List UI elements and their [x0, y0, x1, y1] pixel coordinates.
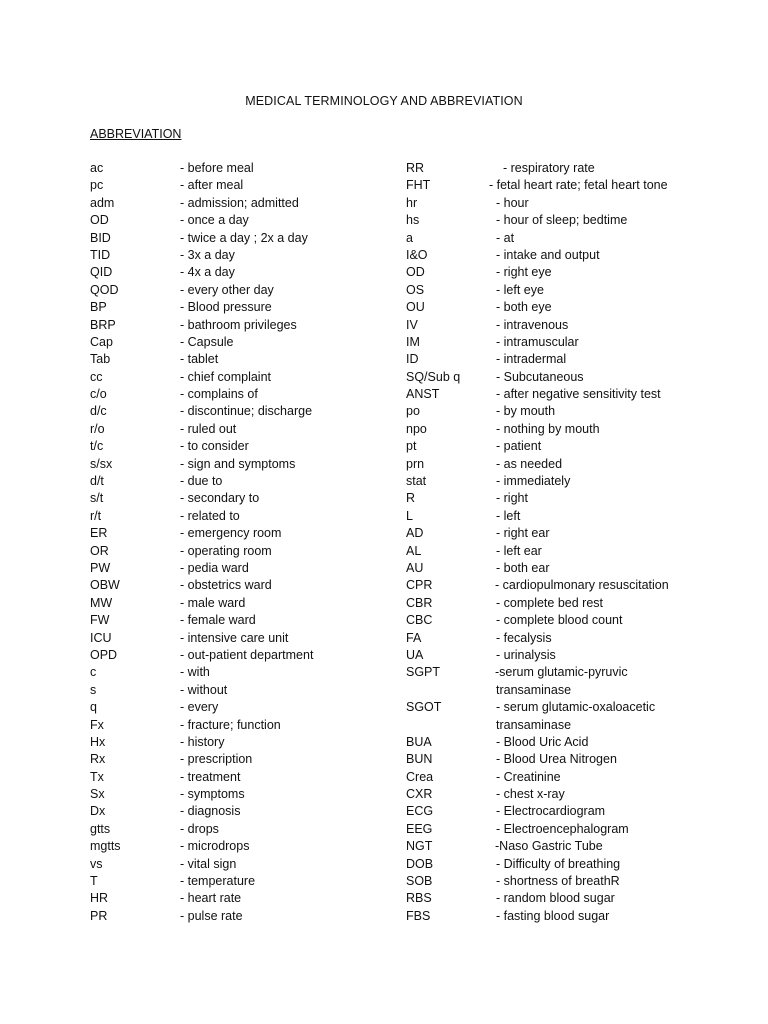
abbreviation-row [90, 734, 390, 751]
abbreviation-row [406, 821, 746, 838]
abbreviation-definition: - due to [180, 474, 223, 489]
abbreviation-term: RBS [406, 891, 432, 906]
abbreviation-term: IM [406, 334, 420, 349]
abbreviation-term: Tab [90, 352, 111, 367]
abbreviation-definition: - female ward [180, 613, 256, 628]
abbreviation-row [406, 473, 746, 490]
abbreviation-row [90, 630, 390, 647]
abbreviation-term: PR [90, 908, 108, 923]
abbreviation-term: Cap [90, 334, 113, 349]
abbreviation-term: vs [90, 856, 103, 871]
abbreviation-row [406, 595, 746, 612]
abbreviation-definition: - temperature [180, 874, 256, 889]
abbreviation-definition: - right eye [496, 265, 552, 280]
abbreviation-term: Tx [90, 769, 104, 784]
abbreviation-row [90, 299, 390, 316]
abbreviation-definition: - by mouth [496, 404, 556, 419]
abbreviation-row [406, 195, 746, 212]
abbreviation-row [90, 421, 390, 438]
abbreviation-definition: - obstetrics ward [180, 578, 272, 593]
abbreviation-row [406, 212, 746, 229]
abbreviation-row [406, 264, 746, 281]
abbreviation-definition: - nothing by mouth [496, 421, 600, 436]
abbreviation-term: OBW [90, 578, 120, 593]
abbreviation-term: BUA [406, 734, 432, 749]
abbreviation-term: FW [90, 613, 110, 628]
abbreviation-definition: - Blood Urea Nitrogen [496, 752, 617, 767]
abbreviation-term: d/t [90, 474, 104, 489]
abbreviation-row [406, 751, 746, 768]
abbreviation-row [90, 786, 390, 803]
abbreviation-term: Crea [406, 769, 434, 784]
abbreviation-row [90, 577, 390, 594]
abbreviation-definition: - emergency room [180, 526, 282, 541]
abbreviation-definition: - shortness of breathR [496, 874, 620, 889]
abbreviation-row [90, 821, 390, 838]
abbreviation-definition: - intensive care unit [180, 630, 289, 645]
abbreviation-definition: - chief complaint [180, 369, 272, 384]
abbreviation-row [406, 699, 746, 734]
abbreviation-row [406, 856, 746, 873]
abbreviation-definition: - related to [180, 508, 240, 523]
abbreviation-definition: - pedia ward [180, 560, 249, 575]
abbreviation-row [406, 403, 746, 420]
abbreviation-row [90, 264, 390, 281]
abbreviation-definition: - right [496, 491, 528, 506]
abbreviation-term: QOD [90, 282, 119, 297]
abbreviation-definition: - pulse rate [180, 908, 243, 923]
abbreviation-definition-continued: transaminase [496, 717, 572, 732]
abbreviation-row [90, 856, 390, 873]
abbreviation-row [406, 247, 746, 264]
abbreviation-row [406, 612, 746, 629]
abbreviation-row [406, 386, 746, 403]
abbreviation-term: Sx [90, 787, 105, 802]
abbreviation-definition: - ruled out [180, 421, 237, 436]
abbreviation-term: Hx [90, 734, 106, 749]
abbreviation-row [406, 490, 746, 507]
abbreviation-term: Rx [90, 752, 106, 767]
abbreviation-term: QID [90, 265, 113, 280]
abbreviation-definition: - bathroom privileges [180, 317, 297, 332]
abbreviation-term: OD [90, 213, 109, 228]
abbreviation-definition: - intravenous [496, 317, 569, 332]
abbreviation-term: TID [90, 247, 111, 262]
abbreviation-row [90, 890, 390, 907]
abbreviation-term: AU [406, 560, 424, 575]
abbreviation-row [90, 403, 390, 420]
abbreviation-term: s/t [90, 491, 104, 506]
abbreviation-row [90, 769, 390, 786]
abbreviation-row [90, 230, 390, 247]
abbreviation-definition: - fasting blood sugar [496, 908, 610, 923]
abbreviation-term: BRP [90, 317, 116, 332]
abbreviation-row [90, 195, 390, 212]
abbreviation-definition: - operating room [180, 543, 272, 558]
abbreviation-row [406, 334, 746, 351]
abbreviation-definition: - prescription [180, 752, 253, 767]
abbreviation-definition: - hour of sleep; bedtime [496, 213, 628, 228]
abbreviation-row [90, 908, 390, 925]
abbreviation-definition: - urinalysis [496, 647, 556, 662]
abbreviation-row [406, 317, 746, 334]
abbreviation-row [90, 386, 390, 403]
abbreviation-term: AD [406, 526, 424, 541]
abbreviation-term: s/sx [90, 456, 113, 471]
right-abbreviation-column [406, 160, 746, 925]
abbreviation-row [406, 803, 746, 820]
abbreviation-term: po [406, 404, 420, 419]
abbreviation-definition: - admission; admitted [180, 195, 299, 210]
abbreviation-term: SGPT [406, 665, 441, 680]
abbreviation-term: T [90, 874, 98, 889]
abbreviation-term: r/t [90, 508, 102, 523]
abbreviation-definition: - secondary to [180, 491, 260, 506]
abbreviation-definition: - treatment [180, 769, 241, 784]
abbreviation-term: L [406, 508, 413, 523]
abbreviation-term: prn [406, 456, 425, 471]
abbreviation-row [90, 456, 390, 473]
abbreviation-term: SGOT [406, 700, 442, 715]
abbreviation-row [90, 473, 390, 490]
abbreviation-definition: - after meal [180, 178, 244, 193]
abbreviation-term: npo [406, 421, 427, 436]
abbreviation-term: d/c [90, 404, 107, 419]
abbreviation-row [406, 369, 746, 386]
abbreviation-term: OS [406, 282, 425, 297]
abbreviation-row [406, 647, 746, 664]
abbreviation-row [406, 438, 746, 455]
abbreviation-definition: - fecalysis [496, 630, 552, 645]
abbreviation-definition: - intramuscular [496, 334, 579, 349]
abbreviation-row [90, 490, 390, 507]
abbreviation-definition: - Capsule [180, 334, 234, 349]
abbreviation-row [90, 212, 390, 229]
abbreviation-definition: - heart rate [180, 891, 242, 906]
abbreviation-row [90, 543, 390, 560]
abbreviation-term: BP [90, 300, 107, 315]
abbreviation-row [406, 560, 746, 577]
abbreviation-definition: - 4x a day [180, 265, 235, 280]
abbreviation-row [90, 699, 390, 716]
abbreviation-definition: - cardiopulmonary resuscitation [495, 578, 669, 593]
abbreviation-term: BUN [406, 752, 433, 767]
abbreviation-term: ECG [406, 804, 434, 819]
abbreviation-definition: - serum glutamic-oxaloacetic [496, 700, 656, 715]
abbreviation-term: MW [90, 595, 113, 610]
abbreviation-term: I&O [406, 247, 428, 262]
abbreviation-term: AL [406, 543, 422, 558]
abbreviation-term: FHT [406, 178, 431, 193]
abbreviation-row [406, 786, 746, 803]
abbreviation-definition: - sign and symptoms [180, 456, 296, 471]
abbreviation-definition: - discontinue; discharge [180, 404, 313, 419]
section-heading: ABBREVIATION [90, 127, 182, 141]
abbreviation-term: OU [406, 300, 425, 315]
abbreviation-definition: - intake and output [496, 247, 600, 262]
abbreviation-definition: - 3x a day [180, 247, 235, 262]
abbreviation-definition: - random blood sugar [496, 891, 615, 906]
abbreviation-row [90, 369, 390, 386]
abbreviation-definition: - chest x-ray [496, 787, 565, 802]
abbreviation-row [90, 438, 390, 455]
abbreviation-definition: - after negative sensitivity test [496, 387, 661, 402]
abbreviation-definition: - fracture; function [180, 717, 281, 732]
abbreviation-row [90, 560, 390, 577]
abbreviation-definition: - right ear [496, 526, 550, 541]
abbreviation-definition: - before meal [180, 161, 254, 175]
abbreviation-definition: - diagnosis [180, 804, 241, 819]
abbreviation-term: BID [90, 230, 111, 245]
abbreviation-definition: - tablet [180, 352, 219, 367]
abbreviation-row [90, 612, 390, 629]
abbreviation-row [406, 508, 746, 525]
abbreviation-definition: - out-patient department [180, 647, 314, 662]
abbreviation-term: R [406, 491, 416, 506]
abbreviation-row [406, 734, 746, 751]
abbreviation-term: HR [90, 891, 109, 906]
abbreviation-row [90, 873, 390, 890]
abbreviation-definition: - vital sign [180, 856, 237, 871]
abbreviation-row [406, 177, 746, 194]
abbreviation-definition: - twice a day ; 2x a day [180, 230, 308, 245]
abbreviation-row [406, 838, 746, 855]
abbreviation-row [406, 769, 746, 786]
abbreviation-term: pc [90, 178, 104, 193]
abbreviation-term: PW [90, 560, 111, 575]
abbreviation-term: stat [406, 474, 427, 489]
abbreviation-definition-continued: transaminase [496, 682, 572, 697]
abbreviation-row [406, 908, 746, 925]
abbreviation-definition: - Electroencephalogram [496, 821, 629, 836]
abbreviation-definition: - symptoms [180, 787, 245, 802]
abbreviation-term: c [90, 665, 97, 680]
abbreviation-term: ID [406, 352, 419, 367]
abbreviation-row [90, 595, 390, 612]
abbreviation-row [90, 525, 390, 542]
abbreviation-row [406, 664, 746, 699]
abbreviation-definition: - history [180, 734, 225, 749]
abbreviation-definition: - every other day [180, 282, 274, 297]
abbreviation-term: hr [406, 195, 418, 210]
abbreviation-term: SQ/Sub q [406, 369, 461, 384]
abbreviation-term: EEG [406, 821, 433, 836]
abbreviation-term: RR [406, 161, 425, 175]
abbreviation-definition: - left [496, 508, 521, 523]
abbreviation-term: s [90, 682, 97, 697]
abbreviation-term: r/o [90, 421, 105, 436]
abbreviation-term: CBC [406, 613, 433, 628]
abbreviation-term: IV [406, 317, 418, 332]
abbreviation-row [90, 177, 390, 194]
abbreviation-term: mgtts [90, 839, 121, 854]
abbreviation-definition: - both ear [496, 560, 550, 575]
abbreviation-definition: -Naso Gastric Tube [495, 839, 603, 854]
abbreviation-definition: - complete bed rest [496, 595, 603, 610]
abbreviation-definition: - Creatinine [496, 769, 561, 784]
abbreviation-definition: - male ward [180, 595, 246, 610]
abbreviation-definition: - Electrocardiogram [496, 804, 606, 819]
abbreviation-definition: - as needed [496, 456, 563, 471]
abbreviation-term: adm [90, 195, 115, 210]
abbreviation-row [406, 890, 746, 907]
abbreviation-term: Dx [90, 804, 106, 819]
abbreviation-definition: - microdrops [180, 839, 250, 854]
abbreviation-row [90, 838, 390, 855]
abbreviation-row [406, 160, 746, 177]
abbreviation-definition: - both eye [496, 300, 552, 315]
abbreviation-definition: - hour [496, 195, 529, 210]
abbreviation-row [90, 334, 390, 351]
abbreviation-term: UA [406, 647, 424, 662]
abbreviation-row [406, 282, 746, 299]
abbreviation-term: q [90, 700, 97, 715]
abbreviation-row [406, 230, 746, 247]
abbreviation-term: FBS [406, 908, 431, 923]
abbreviation-definition: - every [180, 700, 219, 715]
abbreviation-term: Fx [90, 717, 104, 732]
abbreviation-row [406, 456, 746, 473]
document-title: MEDICAL TERMINOLOGY AND ABBREVIATION [245, 94, 523, 108]
abbreviation-definition: - complete blood count [496, 613, 623, 628]
abbreviation-row [406, 299, 746, 316]
abbreviation-row [90, 317, 390, 334]
abbreviation-term: ac [90, 161, 104, 175]
abbreviation-term: hs [406, 213, 420, 228]
abbreviation-row [90, 247, 390, 264]
abbreviation-definition: - left eye [496, 282, 544, 297]
abbreviation-definition: - fetal heart rate; fetal heart tone [489, 178, 668, 193]
abbreviation-term: CBR [406, 595, 433, 610]
abbreviation-term: ICU [90, 630, 112, 645]
left-abbreviation-column [90, 160, 390, 925]
abbreviation-row [90, 664, 390, 681]
abbreviation-definition: - Difficulty of breathing [496, 856, 621, 871]
abbreviation-definition: - Subcutaneous [496, 369, 584, 384]
abbreviation-definition: - drops [180, 821, 219, 836]
abbreviation-term: pt [406, 439, 417, 454]
abbreviation-term: DOB [406, 856, 434, 871]
abbreviation-definition: - Blood pressure [180, 300, 272, 315]
abbreviation-row [90, 803, 390, 820]
abbreviation-row [406, 630, 746, 647]
abbreviation-row [406, 577, 746, 594]
abbreviation-definition: - with [180, 665, 210, 680]
abbreviation-term: gtts [90, 821, 111, 836]
abbreviation-definition: - without [180, 682, 228, 697]
abbreviation-row [406, 873, 746, 890]
abbreviation-term: OD [406, 265, 425, 280]
abbreviation-definition: - patient [496, 439, 542, 454]
abbreviation-definition: - complains of [180, 387, 258, 402]
abbreviation-term: SOB [406, 874, 433, 889]
abbreviation-definition: - at [496, 230, 515, 245]
abbreviation-row [90, 682, 390, 699]
abbreviation-row [90, 508, 390, 525]
abbreviation-term: OPD [90, 647, 118, 662]
abbreviation-row [406, 351, 746, 368]
abbreviation-row [90, 647, 390, 664]
abbreviation-definition: - immediately [496, 474, 571, 489]
abbreviation-term: cc [90, 369, 103, 384]
abbreviation-term: OR [90, 543, 109, 558]
abbreviation-definition: - intradermal [496, 352, 567, 367]
abbreviation-definition: - respiratory rate [503, 161, 595, 175]
abbreviation-term: c/o [90, 387, 107, 402]
abbreviation-row [90, 751, 390, 768]
abbreviation-term: t/c [90, 439, 104, 454]
abbreviation-term: a [406, 230, 413, 245]
abbreviation-row [406, 525, 746, 542]
abbreviation-row [90, 351, 390, 368]
abbreviation-row [90, 160, 390, 177]
abbreviation-term: ANST [406, 387, 440, 402]
abbreviation-term: FA [406, 630, 422, 645]
abbreviation-row [406, 543, 746, 560]
abbreviation-row [90, 717, 390, 734]
abbreviation-term: CPR [406, 578, 433, 593]
abbreviation-definition: - left ear [496, 543, 542, 558]
abbreviation-definition: -serum glutamic-pyruvic [495, 665, 628, 680]
abbreviation-row [406, 421, 746, 438]
abbreviation-definition: - to consider [180, 439, 249, 454]
abbreviation-row [90, 282, 390, 299]
abbreviation-definition: - Blood Uric Acid [496, 734, 589, 749]
abbreviation-term: CXR [406, 787, 433, 802]
abbreviation-term: ER [90, 526, 108, 541]
abbreviation-definition: - once a day [180, 213, 249, 228]
abbreviation-term: NGT [406, 839, 433, 854]
